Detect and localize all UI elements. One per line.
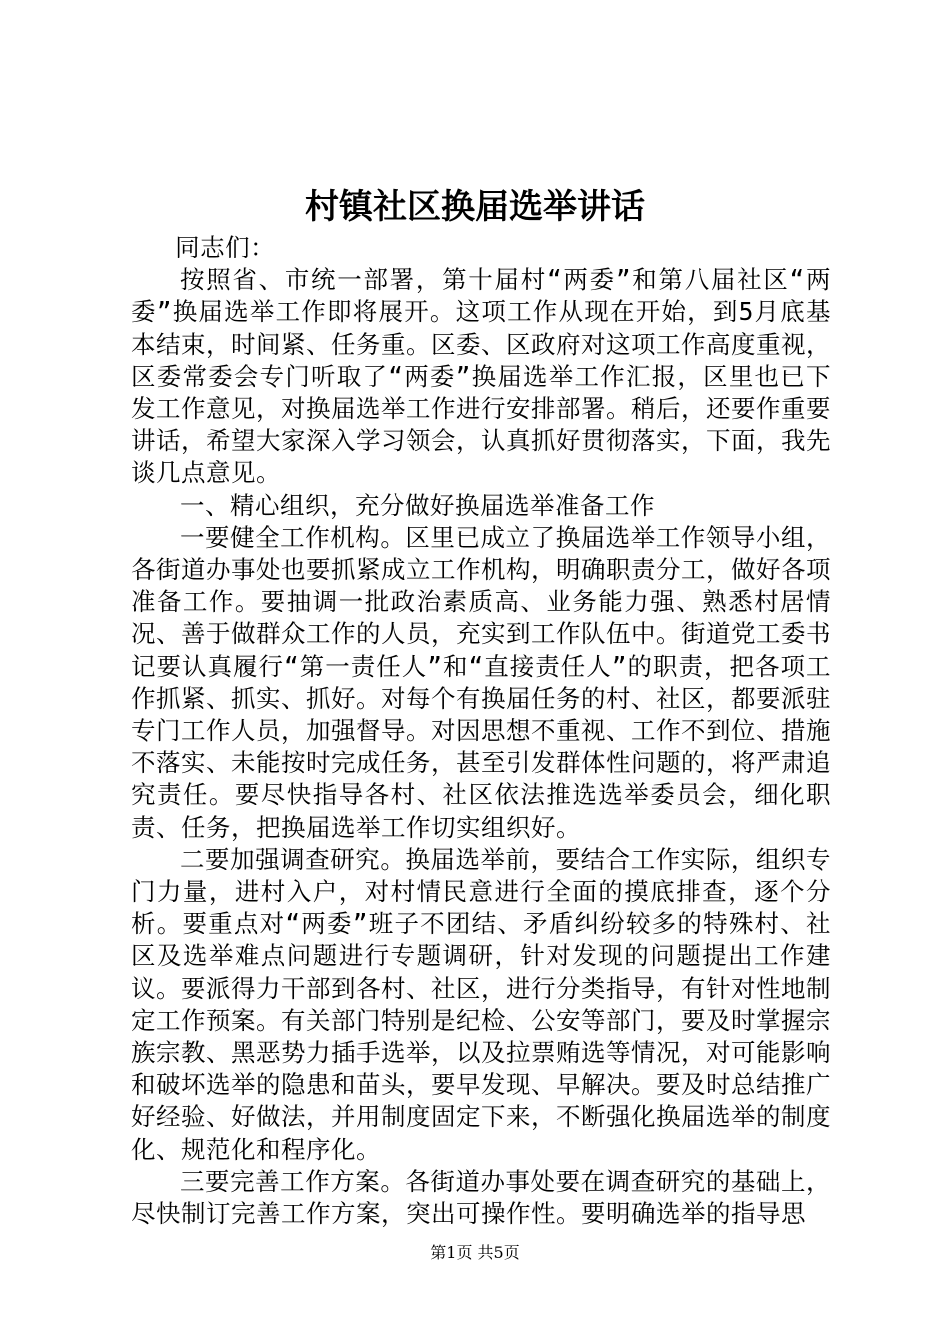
paragraph-point-2: 二要加强调查研究。换届选举前，要结合工作实际，组织专门力量，进村入户，对村情民意进行全面的摸底排查，逐个分析。要重点对“两委”班子不团结、矛盾纠纷较多的特殊村、社区及选举难点问题进行专题调研，针对发现的问题提出工作建议。要派得力干部到各村、社区，进行分类指导，有针对性地制定工作预案。有关部门特别是纪检、公安等部门，要及时掌握宗族宗教、黑恶势力插手选举，以及拉票贿选等情况，对可能影响和破坏选举的隐患和苗头，要早发现、早解决。要及时总结推广好经验、好做法，并用制度固定下来，不断强化换届选举的制度化、规范化和程序化。 xyxy=(131,844,831,1164)
page-footer: 第1页 共5页 xyxy=(430,1243,520,1262)
paragraph-point-1: 一要健全工作机构。区里已成立了换届选举工作领导小组，各街道办事处也要抓紧成立工作机构，明确职责分工，做好各项准备工作。要抽调一批政治素质高、业务能力强、熟悉村居情况、善于做群众工作的人员，充实到工作队伍中。街道党工委书记要认真履行“第一责任人”和“直接责任人”的职责，把各项工作抓紧、抓实、抓好。对每个有换届任务的村、社区，都要派驻专门工作人员，加强督导。对因思想不重视、工作不到位、措施不落实、未能按时完成任务，甚至引发群体性问题的，将严肃追究责任。要尽快指导各村、社区依法推选选举委员会，细化职责、任务，把换届选举工作切实组织好。 xyxy=(131,522,831,842)
paragraph-point-3: 三要完善工作方案。各街道办事处要在调查研究的基础上，尽快制订完善工作方案，突出可操作性。要明确选举的指导思 xyxy=(131,1166,831,1229)
paragraph-intro: 按照省、市统一部署，第十届村“两委”和第八届社区“两委”换届选举工作即将展开。这项工作从现在开始，到5月底基本结束，时间紧、任务重。区委、区政府对这项工作高度重视，区委常委会专门听取了“两委”换届选举工作汇报，区里也已下发工作意见，对换届选举工作进行安排部署。稍后，还要作重要讲话，希望大家深入学习领会，认真抓好贯彻落实，下面，我先谈几点意见。 xyxy=(131,265,831,488)
document-body xyxy=(131,232,831,1230)
section-heading-1: 一、精心组织，充分做好换届选举准备工作 xyxy=(180,490,655,520)
salutation: 同志们： xyxy=(175,233,276,262)
document-title: 村镇社区换届选举讲话 xyxy=(305,187,645,227)
